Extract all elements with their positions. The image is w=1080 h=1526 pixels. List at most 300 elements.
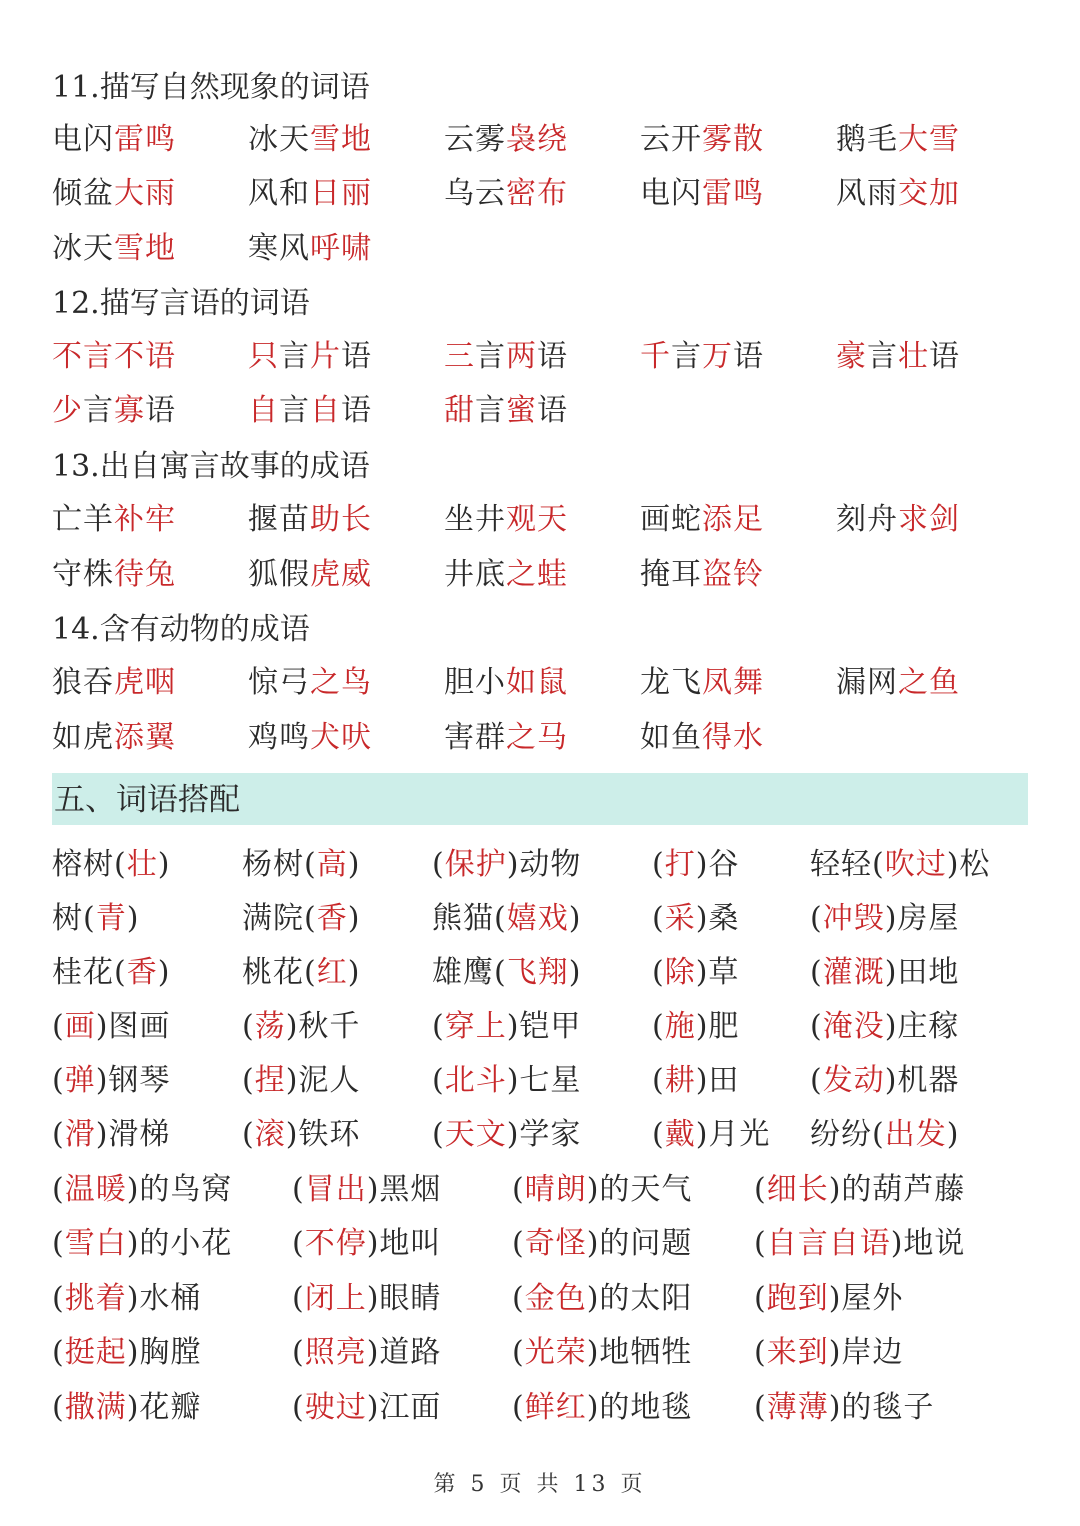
idiom-part: [444, 339, 568, 374]
collocation-part: 晴朗: [524, 1172, 587, 1207]
collocation-part: )江面: [366, 1390, 442, 1425]
idiom-part: 之鱼: [898, 665, 960, 700]
word-row: [0, 335, 1080, 379]
collocation-item: [52, 951, 170, 995]
collocation-part: 挺起: [64, 1335, 127, 1370]
idiom-item: [52, 498, 176, 542]
collocation-part: 北斗: [444, 1063, 507, 1098]
collocation-part: 青: [95, 901, 127, 936]
idiom-part: 冰天: [248, 122, 310, 157]
section-heading: 13.出自寓言故事的成语: [52, 449, 370, 484]
collocation-part: (: [432, 1117, 445, 1152]
collocation-part: )铠甲: [506, 1009, 582, 1044]
collocation-part: (: [652, 1009, 665, 1044]
collocation-part: 发动: [822, 1063, 885, 1098]
idiom-part: [248, 339, 372, 374]
page-footer: 第 5 页 共 13 页: [433, 1472, 647, 1497]
collocation-part: (: [512, 1172, 525, 1207]
idiom-part: 观天: [506, 502, 568, 537]
word-char: 甜: [444, 393, 475, 428]
idiom-item: [52, 716, 176, 760]
collocation-part: (: [52, 1226, 65, 1261]
idiom-item: [52, 172, 176, 216]
collocation-part: 撒满: [64, 1390, 127, 1425]
collocation-part: )月光: [695, 1117, 771, 1152]
idiom-part: 狐假: [248, 557, 310, 592]
idiom-part: 电闪: [640, 176, 702, 211]
collocation-part: (: [242, 1117, 255, 1152]
collocation-part: 施: [664, 1009, 696, 1044]
collocation-part: 金色: [524, 1281, 587, 1316]
word-char: 千: [640, 339, 671, 374]
word-char: 豪: [836, 339, 867, 374]
collocation-item: [242, 1113, 360, 1157]
collocation-row: [0, 1059, 1080, 1103]
idiom-part: 大雪: [898, 122, 960, 157]
collocation-part: 熊猫(: [432, 901, 507, 936]
idiom-part: 云开: [640, 122, 702, 157]
collocation-part: (: [754, 1172, 767, 1207]
collocation-part: )屋外: [828, 1281, 904, 1316]
idiom-item: [52, 227, 176, 271]
collocation-part: 来到: [766, 1335, 829, 1370]
idiom-part: 雾散: [702, 122, 764, 157]
collocation-item: [52, 1005, 170, 1049]
collocation-part: )胸膛: [126, 1335, 202, 1370]
collocation-part: (: [754, 1335, 767, 1370]
collocation-part: (: [52, 1009, 65, 1044]
collocation-part: )田地: [884, 955, 960, 990]
collocation-part: )机器: [884, 1063, 960, 1098]
idiom-part: 鹅毛: [836, 122, 898, 157]
collocation-part: )花瓣: [126, 1390, 202, 1425]
collocation-row: [0, 897, 1080, 941]
collocation-part: )的地毯: [586, 1390, 693, 1425]
collocation-item: [292, 1277, 441, 1321]
collocation-part: 冒出: [304, 1172, 367, 1207]
idiom-part: [444, 393, 568, 428]
collocation-part: )房屋: [884, 901, 960, 936]
collocation-part: (: [512, 1281, 525, 1316]
word-char: 言: [671, 339, 702, 374]
collocation-item: [512, 1331, 692, 1375]
idiom-part: [52, 393, 176, 428]
collocation-part: )地牺牲: [586, 1335, 693, 1370]
collocation-part: 出发: [884, 1117, 947, 1152]
collocation-row: [0, 1005, 1080, 1049]
idiom-part: 虎咽: [114, 665, 176, 700]
idiom-part: 盗铃: [702, 557, 764, 592]
word-char: 自: [310, 393, 341, 428]
collocation-part: 保护: [444, 847, 507, 882]
idiom-part: 雪地: [114, 231, 176, 266]
idiom-part: 倾盆: [52, 176, 114, 211]
idiom-part: 之马: [506, 720, 568, 755]
word-char: 万: [702, 339, 733, 374]
collocation-part: 穿上: [444, 1009, 507, 1044]
collocation-item: [810, 897, 959, 941]
word-char: 言: [867, 339, 898, 374]
collocation-part: ): [157, 847, 171, 882]
collocation-item: [810, 1005, 959, 1049]
idiom-item: [248, 553, 372, 597]
collocation-item: [432, 951, 581, 995]
collocation-part: ): [126, 901, 140, 936]
collocation-part: (: [292, 1172, 305, 1207]
collocation-part: )的问题: [586, 1226, 693, 1261]
collocation-part: (: [652, 1063, 665, 1098]
collocation-part: 香: [126, 955, 158, 990]
idiom-part: 惊弓: [248, 665, 310, 700]
idiom-item: [640, 118, 764, 162]
collocation-part: (: [652, 1117, 665, 1152]
idiom-item: [640, 172, 764, 216]
idiom-part: 胆小: [444, 665, 506, 700]
word-row: [0, 498, 1080, 542]
collocation-item: [810, 951, 959, 995]
collocation-part: 温暖: [64, 1172, 127, 1207]
idiom-part: 得水: [702, 720, 764, 755]
collocation-row: [0, 843, 1080, 887]
collocation-item: [292, 1168, 441, 1212]
collocation-part: )的天气: [586, 1172, 693, 1207]
idiom-part: 掩耳: [640, 557, 702, 592]
idiom-part: 雷鸣: [114, 122, 176, 157]
collocation-part: )岸边: [828, 1335, 904, 1370]
collocation-part: 吹过: [884, 847, 947, 882]
idiom-part: 狼吞: [52, 665, 114, 700]
idiom-part: 电闪: [52, 122, 114, 157]
collocation-part: (: [810, 1009, 823, 1044]
collocation-item: [754, 1331, 903, 1375]
collocation-item: [242, 1059, 360, 1103]
idiom-part: 害群: [444, 720, 506, 755]
word-char: 少: [52, 393, 83, 428]
collocation-part: )田: [695, 1063, 740, 1098]
idiom-item: [836, 335, 960, 379]
collocation-part: 打: [664, 847, 696, 882]
collocation-part: 自言自语: [766, 1226, 891, 1261]
idiom-item: [444, 118, 568, 162]
idiom-item: [52, 553, 176, 597]
collocation-item: [432, 897, 581, 941]
idiom-item: [836, 172, 960, 216]
collocation-part: 滑: [64, 1117, 96, 1152]
collocation-row: [0, 1222, 1080, 1266]
collocation-part: 天文: [444, 1117, 507, 1152]
word-row: [0, 661, 1080, 705]
idiom-part: 如虎: [52, 720, 114, 755]
idiom-item: [248, 389, 372, 433]
section-heading: 12.描写言语的词语: [52, 286, 310, 321]
collocation-part: 驶过: [304, 1390, 367, 1425]
word-char: 言: [279, 393, 310, 428]
collocation-part: 鲜红: [524, 1390, 587, 1425]
idiom-item: [248, 118, 372, 162]
word-char: 语: [537, 393, 568, 428]
word-char: 三: [444, 339, 475, 374]
idiom-item: [836, 498, 960, 542]
collocation-item: [292, 1222, 441, 1266]
idiom-part: 凤舞: [702, 665, 764, 700]
collocation-part: ): [157, 955, 171, 990]
idiom-part: 冰天: [52, 231, 114, 266]
collocation-row: [0, 1386, 1080, 1430]
collocation-part: 画: [64, 1009, 96, 1044]
idiom-part: 如鱼: [640, 720, 702, 755]
collocation-part: )地叫: [366, 1226, 442, 1261]
collocation-part: 细长: [766, 1172, 829, 1207]
idiom-part: 云雾: [444, 122, 506, 157]
collocation-part: )动物: [506, 847, 582, 882]
idiom-part: [248, 393, 372, 428]
collocation-item: [432, 1059, 581, 1103]
collocation-part: )草: [695, 955, 740, 990]
idiom-part: 风雨: [836, 176, 898, 211]
collocation-part: (: [432, 847, 445, 882]
collocation-part: )图画: [95, 1009, 171, 1044]
collocation-part: 树(: [52, 901, 96, 936]
collocation-part: (: [242, 1009, 255, 1044]
idiom-part: 风和: [248, 176, 310, 211]
collocation-item: [754, 1168, 965, 1212]
collocation-row: [0, 1331, 1080, 1375]
idiom-part: 亡羊: [52, 502, 114, 537]
idiom-part: 犬吠: [310, 720, 372, 755]
idiom-item: [52, 118, 176, 162]
idiom-item: [444, 553, 568, 597]
collocation-item: [432, 843, 581, 887]
word-char: 寡: [114, 393, 145, 428]
word-row: [0, 553, 1080, 597]
collocation-part: 耕: [664, 1063, 696, 1098]
idiom-part: 呼啸: [310, 231, 372, 266]
collocation-row: [0, 1168, 1080, 1212]
collocation-part: (: [292, 1390, 305, 1425]
collocation-item: [242, 897, 360, 941]
section-heading: 14.含有动物的成语: [52, 612, 310, 647]
idiom-part: 刻舟: [836, 502, 898, 537]
idiom-part: 大雨: [114, 176, 176, 211]
word-char: 蜜: [506, 393, 537, 428]
word-char: 语: [733, 339, 764, 374]
collocation-item: [652, 1005, 739, 1049]
word-row: [0, 716, 1080, 760]
collocation-part: 奇怪: [524, 1226, 587, 1261]
word-char: 语: [929, 339, 960, 374]
collocation-part: 高: [316, 847, 348, 882]
collocation-part: (: [52, 1172, 65, 1207]
collocation-part: )桑: [695, 901, 740, 936]
collocation-part: 灌溉: [822, 955, 885, 990]
idiom-part: 乌云: [444, 176, 506, 211]
collocation-item: [754, 1386, 934, 1430]
collocation-part: )滑梯: [95, 1117, 171, 1152]
idiom-part: 袅绕: [506, 122, 568, 157]
idiom-part: 日丽: [310, 176, 372, 211]
idiom-part: [836, 339, 960, 374]
idiom-item: [640, 498, 764, 542]
collocation-item: [242, 951, 360, 995]
idiom-part: 助长: [310, 502, 372, 537]
collocation-part: 挑着: [64, 1281, 127, 1316]
collocation-part: (: [242, 1063, 255, 1098]
collocation-item: [432, 1005, 581, 1049]
collocation-row: [0, 1277, 1080, 1321]
collocation-part: )学家: [506, 1117, 582, 1152]
idiom-item: [248, 498, 372, 542]
idiom-item: [248, 716, 372, 760]
idiom-item: [640, 553, 764, 597]
collocation-part: 雄鹰(: [432, 955, 507, 990]
collocation-item: [810, 1113, 959, 1157]
idiom-part: 求剑: [898, 502, 960, 537]
collocation-item: [52, 1222, 232, 1266]
collocation-item: [52, 843, 170, 887]
collocation-part: 光荣: [524, 1335, 587, 1370]
idiom-item: [836, 661, 960, 705]
collocation-item: [242, 1005, 360, 1049]
collocation-part: )谷: [695, 847, 740, 882]
collocation-item: [810, 843, 990, 887]
collocation-item: [652, 897, 739, 941]
collocation-part: )肥: [695, 1009, 740, 1044]
idiom-part: 添翼: [114, 720, 176, 755]
collocation-part: (: [512, 1390, 525, 1425]
word-char: 言: [279, 339, 310, 374]
collocation-part: ): [347, 955, 361, 990]
collocation-item: [292, 1386, 441, 1430]
collocation-part: )地说: [890, 1226, 966, 1261]
collocation-part: 壮: [126, 847, 158, 882]
word-char: 言: [475, 339, 506, 374]
idiom-part: 添足: [702, 502, 764, 537]
collocation-part: 采: [664, 901, 696, 936]
collocation-item: [810, 1059, 959, 1103]
idiom-item: [248, 335, 372, 379]
collocation-part: )的太阳: [586, 1281, 693, 1316]
collocation-part: (: [810, 901, 823, 936]
collocation-part: 淹没: [822, 1009, 885, 1044]
collocation-part: (: [52, 1063, 65, 1098]
collocation-part: ): [347, 847, 361, 882]
collocation-part: )七星: [506, 1063, 582, 1098]
collocation-part: )的小花: [126, 1226, 233, 1261]
collocation-part: ): [946, 1117, 960, 1152]
collocation-part: (: [652, 847, 665, 882]
word-char: 片: [310, 339, 341, 374]
idiom-item: [248, 227, 372, 271]
collocation-part: (: [652, 901, 665, 936]
collocation-part: (: [754, 1281, 767, 1316]
idiom-item: [444, 498, 568, 542]
collocation-item: [292, 1331, 441, 1375]
collocation-item: [432, 1113, 581, 1157]
idiom-item: [640, 335, 764, 379]
collocation-part: 桃花(: [242, 955, 317, 990]
collocation-part: )铁环: [285, 1117, 361, 1152]
collocation-part: 滚: [254, 1117, 286, 1152]
collocation-part: )的鸟窝: [126, 1172, 233, 1207]
collocation-item: [512, 1168, 692, 1212]
collocation-part: 荡: [254, 1009, 286, 1044]
collocation-item: [52, 1331, 201, 1375]
word-row: [0, 389, 1080, 433]
collocation-part: (: [292, 1226, 305, 1261]
collocation-part: ): [568, 955, 582, 990]
collocation-part: )眼睛: [366, 1281, 442, 1316]
collocation-part: (: [292, 1281, 305, 1316]
word-char: 语: [341, 339, 372, 374]
word-char: 语: [537, 339, 568, 374]
collocation-item: [52, 1386, 201, 1430]
collocation-part: )水桶: [126, 1281, 202, 1316]
idiom-part: 井底: [444, 557, 506, 592]
word-char: 语: [145, 393, 176, 428]
section-5-title: 五、词语搭配: [54, 782, 240, 818]
idiom-part: 雪地: [310, 122, 372, 157]
collocation-item: [652, 1059, 739, 1103]
collocation-part: (: [432, 1009, 445, 1044]
word-char: 两: [506, 339, 537, 374]
collocation-part: 不停: [304, 1226, 367, 1261]
collocation-part: 薄薄: [766, 1390, 829, 1425]
word-char: 只: [248, 339, 279, 374]
idiom-item: [640, 661, 764, 705]
collocation-item: [754, 1222, 965, 1266]
collocation-part: (: [512, 1226, 525, 1261]
collocation-item: [652, 1113, 770, 1157]
idiom-part: [640, 339, 764, 374]
collocation-part: (: [432, 1063, 445, 1098]
idiom-part: 补牢: [114, 502, 176, 537]
collocation-item: [652, 951, 739, 995]
word-row: [0, 172, 1080, 216]
idiom-item: [248, 172, 372, 216]
collocation-part: 飞翔: [506, 955, 569, 990]
collocation-part: (: [512, 1335, 525, 1370]
collocation-item: [512, 1277, 692, 1321]
idiom-part: 如鼠: [506, 665, 568, 700]
collocation-part: (: [52, 1335, 65, 1370]
collocation-part: 捏: [254, 1063, 286, 1098]
idiom-item: [444, 389, 568, 433]
idiom-part: 寒风: [248, 231, 310, 266]
collocation-part: 跑到: [766, 1281, 829, 1316]
collocation-part: )的葫芦藤: [828, 1172, 966, 1207]
idiom-part: 画蛇: [640, 502, 702, 537]
collocation-part: 纷纷(: [810, 1117, 885, 1152]
collocation-part: )松: [946, 847, 991, 882]
collocation-part: (: [810, 1063, 823, 1098]
collocation-part: 除: [664, 955, 696, 990]
word-char: 自: [248, 393, 279, 428]
collocation-part: (: [52, 1281, 65, 1316]
collocation-part: 弹: [64, 1063, 96, 1098]
collocation-part: )道路: [366, 1335, 442, 1370]
idiom-item: [836, 118, 960, 162]
idiom-part: 坐井: [444, 502, 506, 537]
collocation-part: )钢琴: [95, 1063, 171, 1098]
collocation-item: [754, 1277, 903, 1321]
idiom-part: 不言不语: [52, 339, 176, 374]
collocation-part: 红: [316, 955, 348, 990]
collocation-part: 杨树(: [242, 847, 317, 882]
idiom-item: [52, 389, 176, 433]
idiom-part: 龙飞: [640, 665, 702, 700]
idiom-item: [52, 335, 176, 379]
collocation-part: (: [810, 955, 823, 990]
